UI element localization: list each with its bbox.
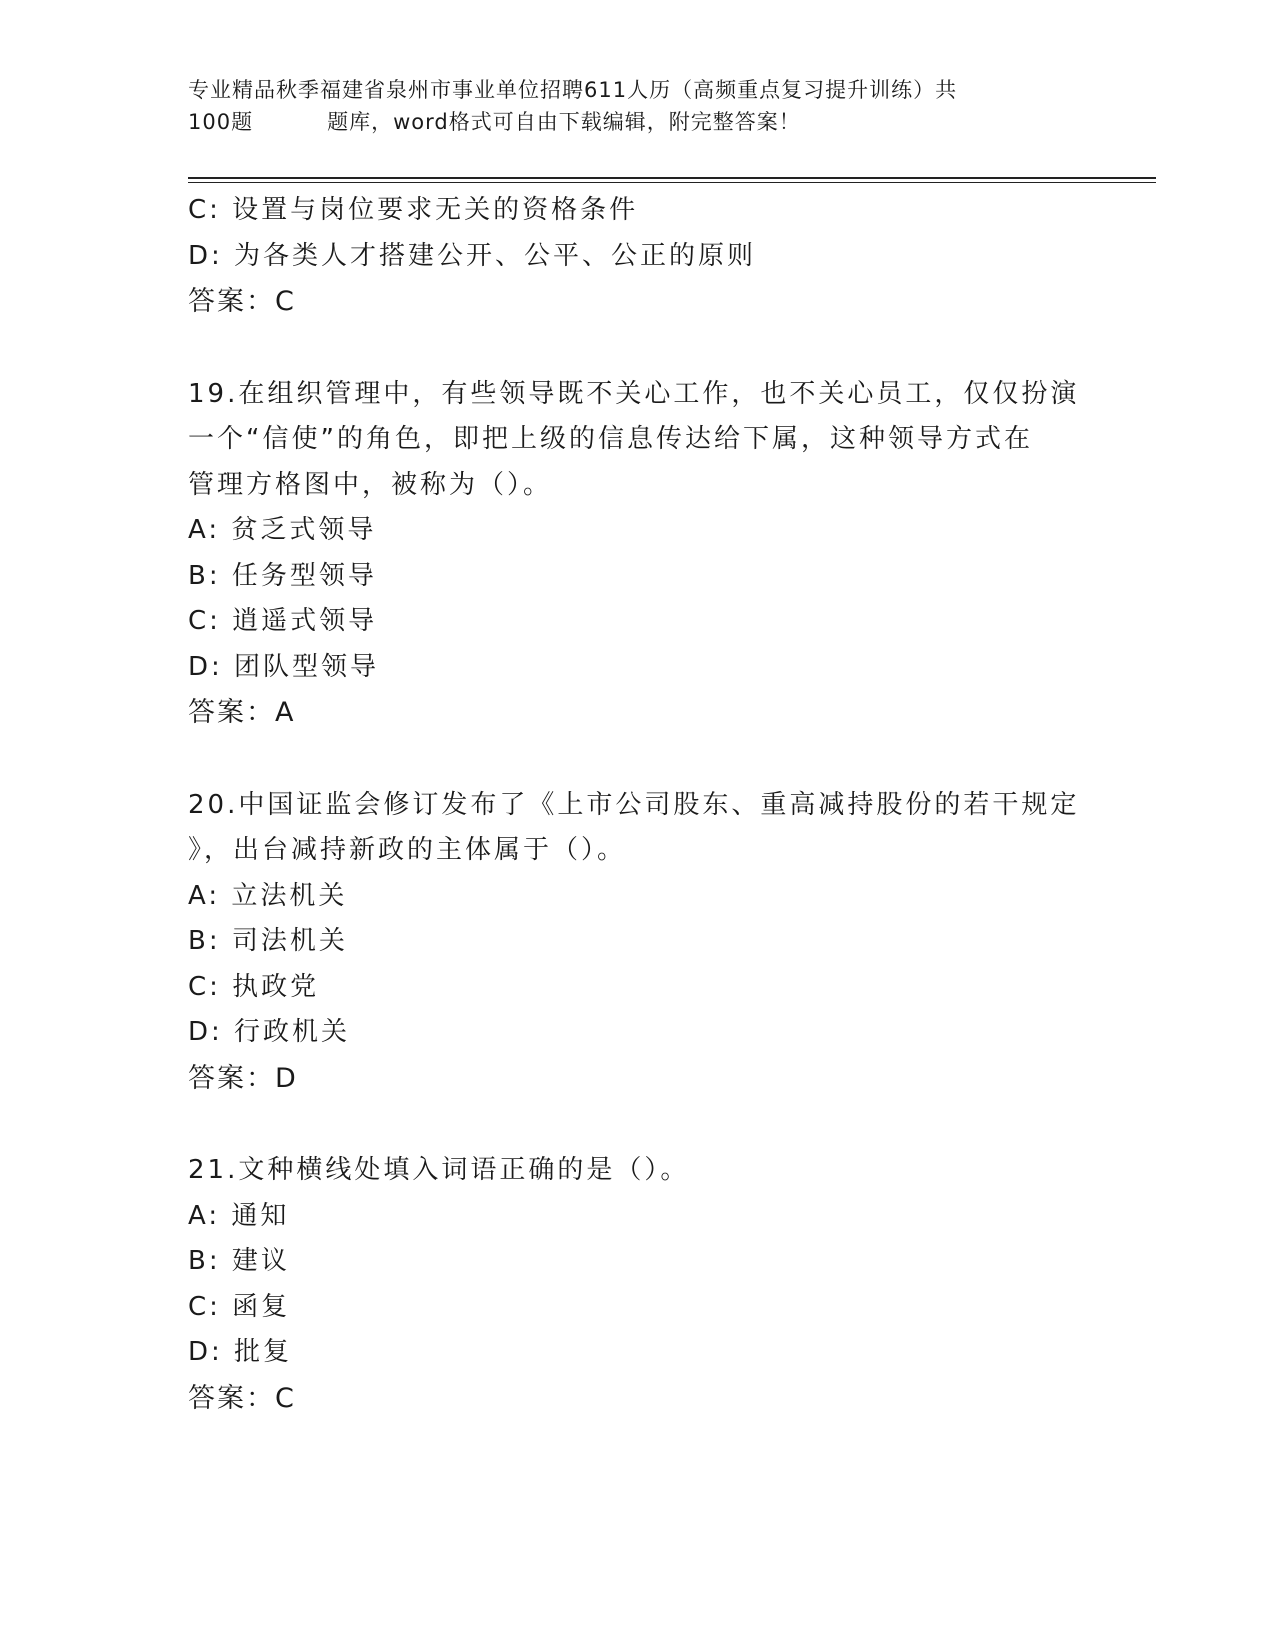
header-question-count: 100题 xyxy=(188,110,254,134)
question-text-line: 21.文种横线处填入词语正确的是（）。 xyxy=(188,1155,690,1185)
answer-text: 答案：D xyxy=(188,1062,298,1094)
option-b: B: 任务型领导 xyxy=(188,560,377,591)
header-divider-thick xyxy=(188,177,1156,179)
option-a: A: 贫乏式领导 xyxy=(188,515,377,545)
answer-text: 答案：C xyxy=(188,286,296,317)
page-header xyxy=(188,74,1068,138)
question-text-line: 》，出台减持新政的主体属于（）。 xyxy=(188,835,627,865)
option-d: D: 批复 xyxy=(188,1337,293,1367)
option-c: C: 函复 xyxy=(188,1291,291,1322)
answer-text: 答案：A xyxy=(188,697,296,728)
question-text-line: 19.在组织管理中，有些领导既不关心工作，也不关心员工，仅仅扮演 xyxy=(188,378,1080,409)
option-b: B: 建议 xyxy=(188,1246,290,1276)
answer-text: 答案：C xyxy=(188,1382,296,1414)
header-description: 题库，word格式可自由下载编辑，附完整答案！ xyxy=(327,110,801,134)
option-d: D: 团队型领导 xyxy=(188,651,380,682)
question-21 xyxy=(188,1148,1088,1421)
option-c: C: 设置与岗位要求无关的资格条件 xyxy=(188,195,639,225)
header-title-line1: 专业精品秋季福建省泉州市事业单位招聘611人历（高频重点复习提升训练）共 xyxy=(188,78,958,102)
option-d: D: 为各类人才搭建公开、公平、公正的原则 xyxy=(188,240,757,271)
question-list xyxy=(188,188,1088,1421)
option-b: B: 司法机关 xyxy=(188,926,348,956)
option-c: C: 执政党 xyxy=(188,971,320,1002)
option-a: A: 通知 xyxy=(188,1200,290,1231)
option-c: C: 逍遥式领导 xyxy=(188,606,378,636)
question-text-line: 一个“信使”的角色，即把上级的信息传达给下属，这种领导方式在 xyxy=(188,424,1033,454)
question-text-line: 管理方格图中，被称为（）。 xyxy=(188,469,553,500)
option-d: D: 行政机关 xyxy=(188,1017,351,1047)
question-19 xyxy=(188,372,1088,736)
header-title-line2 xyxy=(188,106,1068,138)
header-divider-thin xyxy=(188,182,1156,183)
question-text-line: 20.中国证监会修订发布了《上市公司股东、重高减持股份的若干规定 xyxy=(188,789,1080,820)
option-a: A: 立法机关 xyxy=(188,880,348,911)
question-20 xyxy=(188,783,1088,1102)
previous-question-tail xyxy=(188,188,1088,325)
